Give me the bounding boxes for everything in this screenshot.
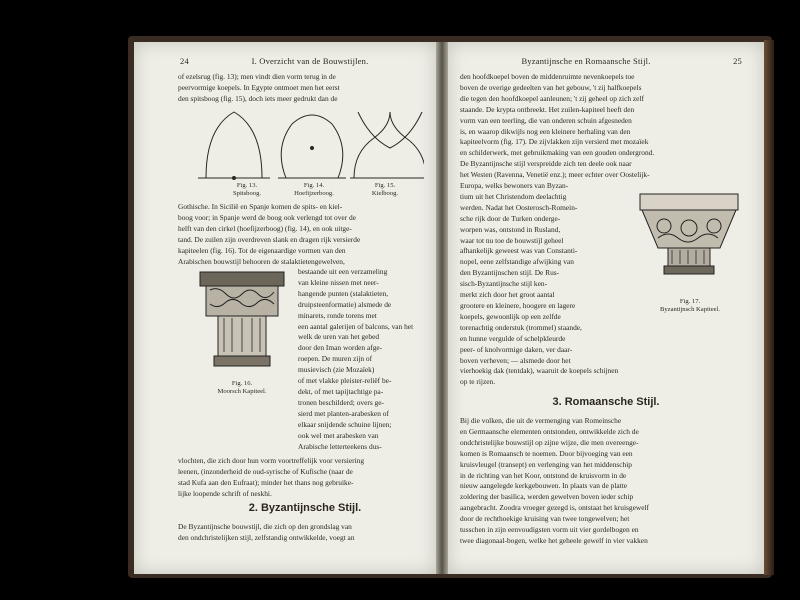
right-para-3: Bij die volken, die uit de vermenging van Romeinsche en Germaansche elementen ontstonden, ontwikkelde zich de ondchristelijke bouwstijl op zijne wijze, die men overeenge- komen is Romaansch te noemen. Door bijvoeging van een kruisvleugel (transept) en verlenging van het middenschip in de richting van het Koor, ontstond de kruisvorm in de nieuw aangelegde kerkgebouwen. In plaats van de platte zoldering der basilica, werden gewelven boven ieder schip aangebracht. Zoodra vroeger gezegd is, ontstaat het kruisgewelf door de rechthoekige kruising van twee tongewelven; het tusschen in zijn eenvoudigsten vorm uit vier gordelbogen en twee diagonaal-bogen, welke het geheele gewelf in vier vakken (460, 416, 649, 545)
moorish-capital-illustration (196, 268, 288, 378)
left-para-4: vlochten, die zich door hun vorm voortreffelijk voor versiering leenen, (inzonderheid de oud-syrische of Kufische (naar de stad Kufa aan den Eufraat); minder het thans nog gebruike- lijke loopende schrift of neskhi. (178, 456, 365, 498)
arch-figures (194, 108, 424, 214)
fig15-caption: Fig. 15. Kielboog. (371, 182, 399, 197)
left-page-number: 24 (180, 56, 189, 66)
byzantine-capital-illustration (634, 190, 744, 286)
right-page-number: 25 (733, 56, 742, 66)
right-para-2: Europa, welks bewoners van Byzan- tium uit het Christendom deelachtig werden. Nadat het Oosterosch-Romein- sche rijk door de Turken onderge- worpen was, ontstond in Rusland, waar tot nu toe de bouwstijl geheel afhankelijk geweest was van Constanti- nopel, eene zelfstandige afwijking van den Byzantijnschen stijl. De Rus- sisch-Byzantijnsche stijl ken- merkt zich door het groot aantal grootere en kleinere, hoogere en lagere koepels, gewoonlijk op een zelfde torenachtig onderstuk (trommel) staande, en hunne vergulde of schelpkleurde peer- of knolvormige daken, ver daar- boven verheven; — alsmede door het (460, 181, 582, 365)
right-para-2-tail: vierhoekig dak (tentdak), waaruit de koepels schijnen op te rijzen. (460, 366, 619, 386)
horseshoe-arch-figure (278, 115, 346, 178)
right-section-heading: 3. Romaansche Stijl. (552, 396, 660, 408)
pointed-arch-figure (198, 112, 270, 180)
fig14-caption: Fig. 14. Hoefijzerboog. (294, 182, 334, 197)
book-gutter (436, 42, 448, 574)
fig16-caption: Fig. 16. Moorsch Kapiteel. (217, 380, 267, 395)
fig13-caption: Fig. 13. Spitsboog. (232, 182, 262, 197)
ogee-arch-figure (350, 112, 424, 178)
left-para-2: Gothische. In Sicilië en Spanje komen de spits- en kiel- boog voor; in Spanje werd de boog ook verlengd tot over de helft van den cirkel (hoefijzerboog) (fig. 14), en ook uitge- tand. De zuilen zijn overdreven slank en dragen rijk versierde kapiteelen (fig. 16). Tot de eigenaardige vormen van den Arabischen bouwstijl behooren de stalaktietengewelven, (178, 202, 361, 266)
left-running-head: I. Overzicht van de Bouwstijlen. (251, 56, 369, 66)
left-para-5: De Byzantijnsche bouwstijl, die zich op den grondslag van den ondchristelijken stijl, zelfstandig ontwikkelde, voegt an (178, 522, 355, 542)
fig17-caption: Fig. 17. Byzantijnsch Kapiteel. (659, 298, 721, 313)
left-para-3: bestaande uit een verzameling van kleine nissen met neer- hangende punten (stalaktieten, druipsteenformatie) alsmede de minarets, ronde torens met een aantal galerijen of balcons, van het welk de uren van het gebed door den Iman worden afge- roepen. De muren zijn of musievisch (zie Mozaïek) of met vlakke pleister-reliëf be- dekt, of met tapijtachtige pa- tronen beschilderd; overs ge- sierd met planten-arabesken of elkaar snijdende schuine lijnen; ook wel met arabesken van Arabische letterteekens dus- (298, 267, 414, 451)
book-page-edges (764, 40, 774, 575)
left-para-1: of ezelsrug (fig. 13); men vindt dien vorm terug in de peervormige koepels. In Egypte ontmoet men het eerst den spitsboog (fig. 15), doch iets meer gedrukt dan de (178, 72, 340, 103)
left-page (134, 42, 436, 574)
left-section-heading: 2. Byzantijnsche Stijl. (248, 502, 362, 514)
right-running-head: Byzantijnsche en Romaansche Stijl. (521, 56, 651, 66)
right-page (448, 42, 764, 574)
right-para-1: den hoofdkoepel boven de middenruimte nevenkoepels toe boven de overige gedeelten van het gebouw, 't zij halfkoepels die tegen den hoofdkoepel aanleunen; 't zij geheel op zich zelf staande. De krypta ontbreekt. Het zuilen-kapiteel heeft den vorm van een teerling, die van onderen schuin afgesneden is, en waarop dikwijls nog een kleinere herhaling van den kapiteelvorm (fig. 17). De zijvlakken zijn versierd met mozaïek en schilderwerk, met gebruikmaking van een gouden ondergrond. De Byzantijnsche stijl verspreidde zich ten deele ook naar het Westen (Ravenna, Venetië enz.); meer echter over Oostelijk- (460, 72, 655, 180)
